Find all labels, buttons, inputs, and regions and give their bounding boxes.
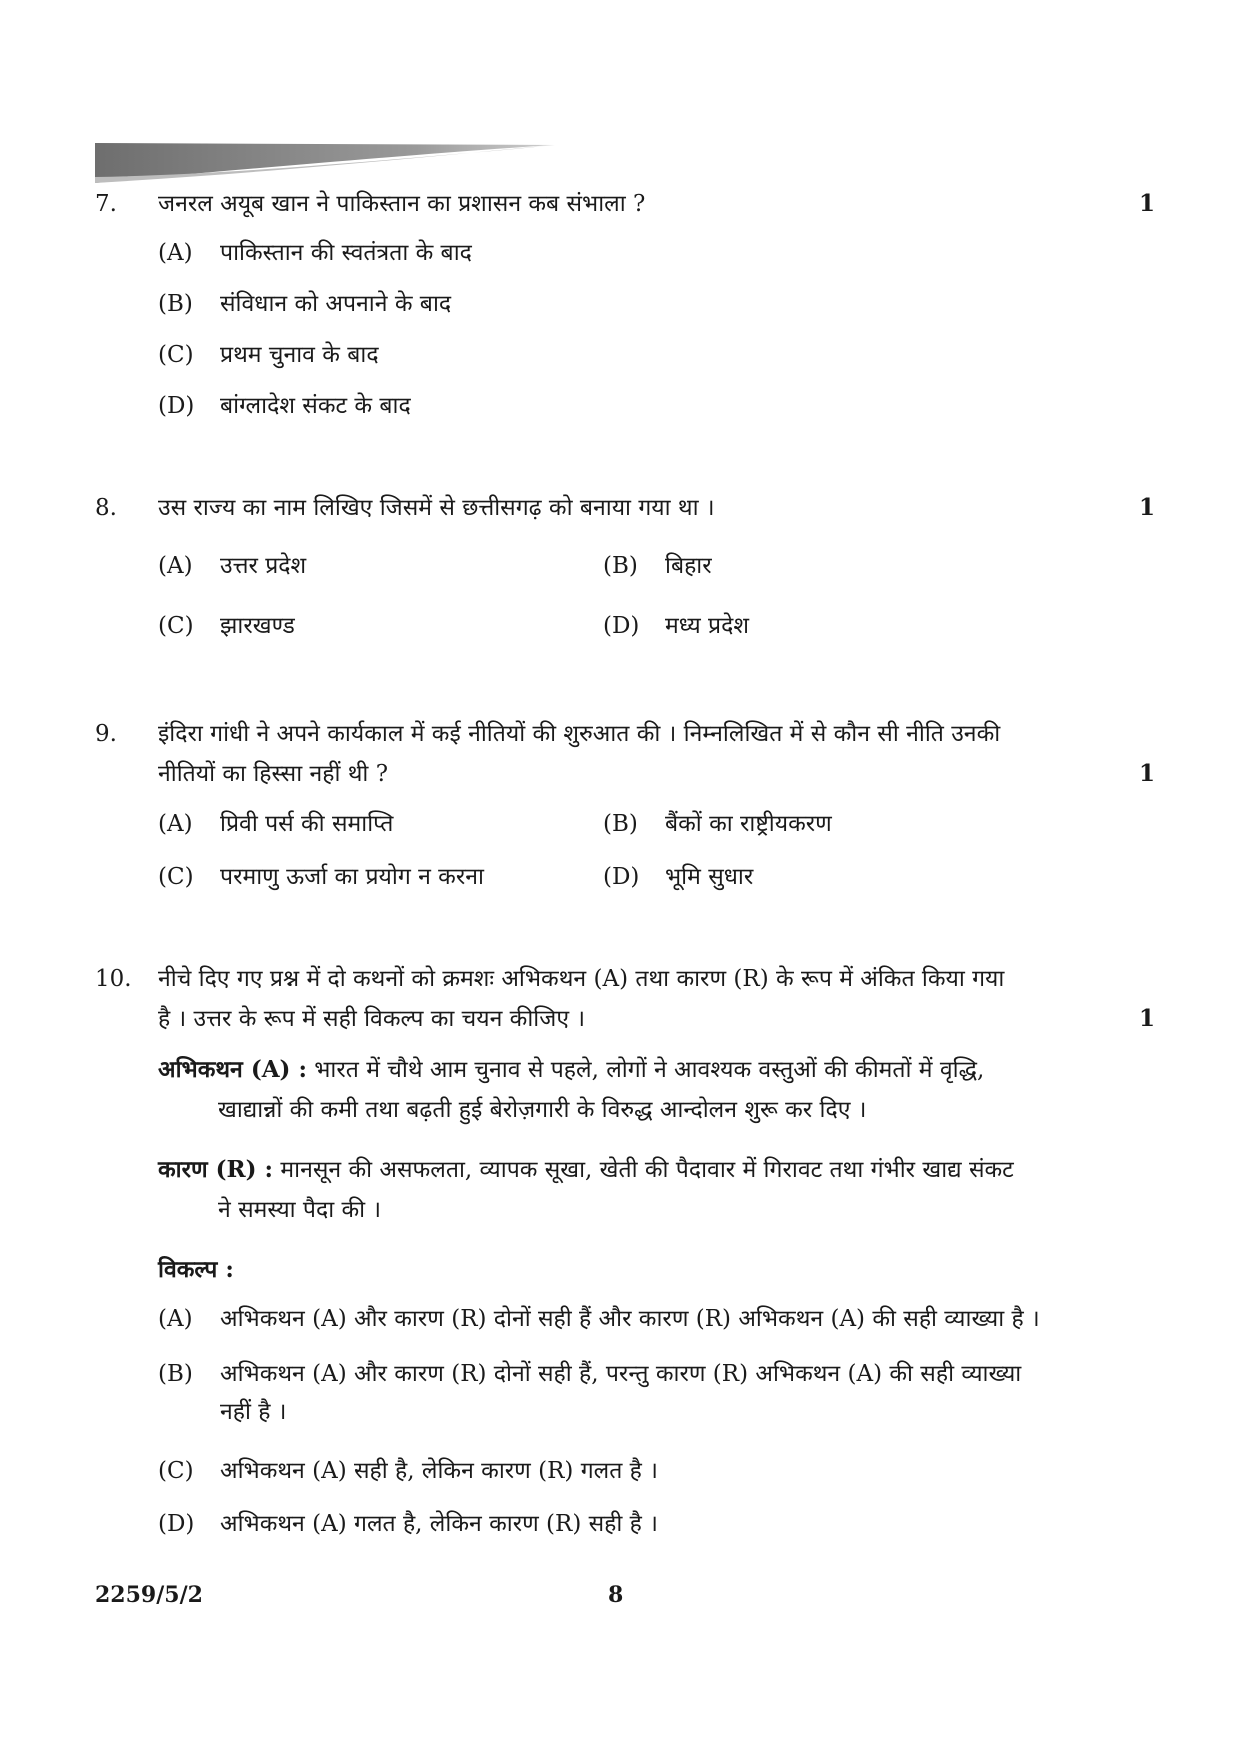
- question-text-line-2: नीतियों का हिस्सा नहीं थी ?: [158, 761, 389, 787]
- option-a: [158, 805, 393, 843]
- option-text: अभिकथन (A) गलत है, लेकिन कारण (R) सही है ।: [220, 1511, 658, 1537]
- question-text-line-2: है । उत्तर के रूप में सही विकल्प का चयन कीजिए ।: [158, 1006, 586, 1032]
- assertion-text-line-1: भारत में चौथे आम चुनाव से पहले, लोगों ने आवश्यक वस्तुओं की कीमतों में वृद्धि,: [306, 1057, 985, 1083]
- option-label: (C): [158, 1458, 194, 1484]
- option-label: (B): [603, 811, 638, 837]
- assertion-label: अभिकथन (A) :: [158, 1056, 307, 1083]
- option-label: (B): [158, 291, 193, 317]
- option-label: (B): [603, 553, 638, 579]
- option-label: (D): [603, 864, 640, 890]
- option-d: [603, 607, 749, 645]
- option-c: [158, 336, 379, 374]
- page-number: 8: [608, 1582, 624, 1608]
- option-label: (A): [158, 553, 193, 579]
- assertion-statement: [158, 1050, 1098, 1130]
- option-label: (A): [158, 1306, 193, 1332]
- option-label: (A): [158, 240, 193, 266]
- marks: 1: [1138, 760, 1155, 787]
- option-text: अभिकथन (A) और कारण (R) दोनों सही हैं और कारण (R) अभिकथन (A) की सही व्याख्या है ।: [220, 1306, 1040, 1332]
- question-text: जनरल अयूब खान ने पाकिस्तान का प्रशासन कब संभाला ?: [158, 191, 646, 217]
- marks: 1: [1138, 190, 1155, 217]
- question-text: उस राज्य का नाम लिखिए जिसमें से छत्तीसगढ़ को बनाया गया था ।: [158, 495, 715, 521]
- option-b: [158, 285, 451, 323]
- option-text-line-2: नहीं है ।: [220, 1399, 287, 1425]
- option-text: अभिकथन (A) सही है, लेकिन कारण (R) गलत है ।: [220, 1458, 658, 1484]
- option-text: उत्तर प्रदेश: [220, 553, 307, 579]
- option-b: [603, 805, 832, 843]
- option-text: संविधान को अपनाने के बाद: [220, 291, 452, 317]
- option-c: [158, 858, 484, 896]
- option-label: (D): [603, 613, 640, 639]
- question-text-line-1: नीचे दिए गए प्रश्न में दो कथनों को क्रमशः अभिकथन (A) तथा कारण (R) के रूप में अंकित किया गया: [158, 966, 1005, 992]
- option-label: (C): [158, 864, 194, 890]
- option-text-line-1: अभिकथन (A) और कारण (R) दोनों सही हैं, परन्तु कारण (R) अभिकथन (A) की सही व्याख्या: [220, 1361, 1022, 1387]
- option-a: [158, 234, 472, 272]
- option-b: [603, 547, 712, 585]
- reason-statement: [158, 1150, 1098, 1230]
- option-text: प्रथम चुनाव के बाद: [220, 342, 379, 368]
- reason-label: कारण (R) :: [158, 1156, 274, 1183]
- option-label: (B): [158, 1361, 193, 1387]
- option-label: (D): [158, 393, 195, 419]
- option-text: मध्य प्रदेश: [665, 613, 749, 639]
- question-number: 10.: [95, 966, 132, 992]
- paper-code: 2259/5/2: [95, 1582, 203, 1608]
- question-10: [95, 960, 1155, 1040]
- option-d: [603, 858, 753, 896]
- question-9: [95, 715, 1155, 795]
- option-text: बांग्लादेश संकट के बाद: [220, 393, 411, 419]
- question-text-line-1: इंदिरा गांधी ने अपने कार्यकाल में कई नीतियों की शुरुआत की । निम्नलिखित में से कौन सी नीति उनकी: [158, 721, 1001, 747]
- option-label: (A): [158, 811, 193, 837]
- question-number: 8.: [95, 495, 117, 521]
- option-d: [158, 1505, 658, 1543]
- marks: 1: [1138, 494, 1155, 521]
- option-text: परमाणु ऊर्जा का प्रयोग न करना: [220, 864, 484, 890]
- option-text: झारखण्ड: [220, 613, 295, 639]
- option-d: [158, 387, 411, 425]
- marks: 1: [1138, 1005, 1155, 1032]
- option-text: पाकिस्तान की स्वतंत्रता के बाद: [220, 240, 472, 266]
- choices-heading: विकल्प :: [158, 1256, 234, 1283]
- question-number: 9.: [95, 721, 117, 747]
- question-number: 7.: [95, 191, 117, 217]
- option-a: [158, 1300, 1040, 1338]
- reason-text-line-2: ने समस्या पैदा की ।: [218, 1197, 382, 1223]
- option-text: प्रिवी पर्स की समाप्ति: [220, 811, 394, 837]
- header-decorative-bar: [95, 143, 555, 183]
- option-label: (C): [158, 613, 194, 639]
- reason-text-line-1: मानसून की असफलता, व्यापक सूखा, खेती की पैदावार में गिरावट तथा गंभीर खाद्य संकट: [273, 1157, 1014, 1183]
- assertion-text-line-2: खाद्यान्नों की कमी तथा बढ़ती हुई बेरोज़गारी के विरुद्ध आन्दोलन शुरू कर दिए ।: [218, 1097, 867, 1123]
- option-text: बैंकों का राष्ट्रीयकरण: [665, 811, 832, 837]
- option-text: भूमि सुधार: [665, 864, 754, 890]
- option-label: (D): [158, 1511, 195, 1537]
- option-text: बिहार: [665, 553, 712, 579]
- option-a: [158, 547, 306, 585]
- option-c: [158, 1452, 658, 1490]
- option-c: [158, 607, 295, 645]
- option-label: (C): [158, 342, 194, 368]
- option-b: [158, 1355, 1148, 1431]
